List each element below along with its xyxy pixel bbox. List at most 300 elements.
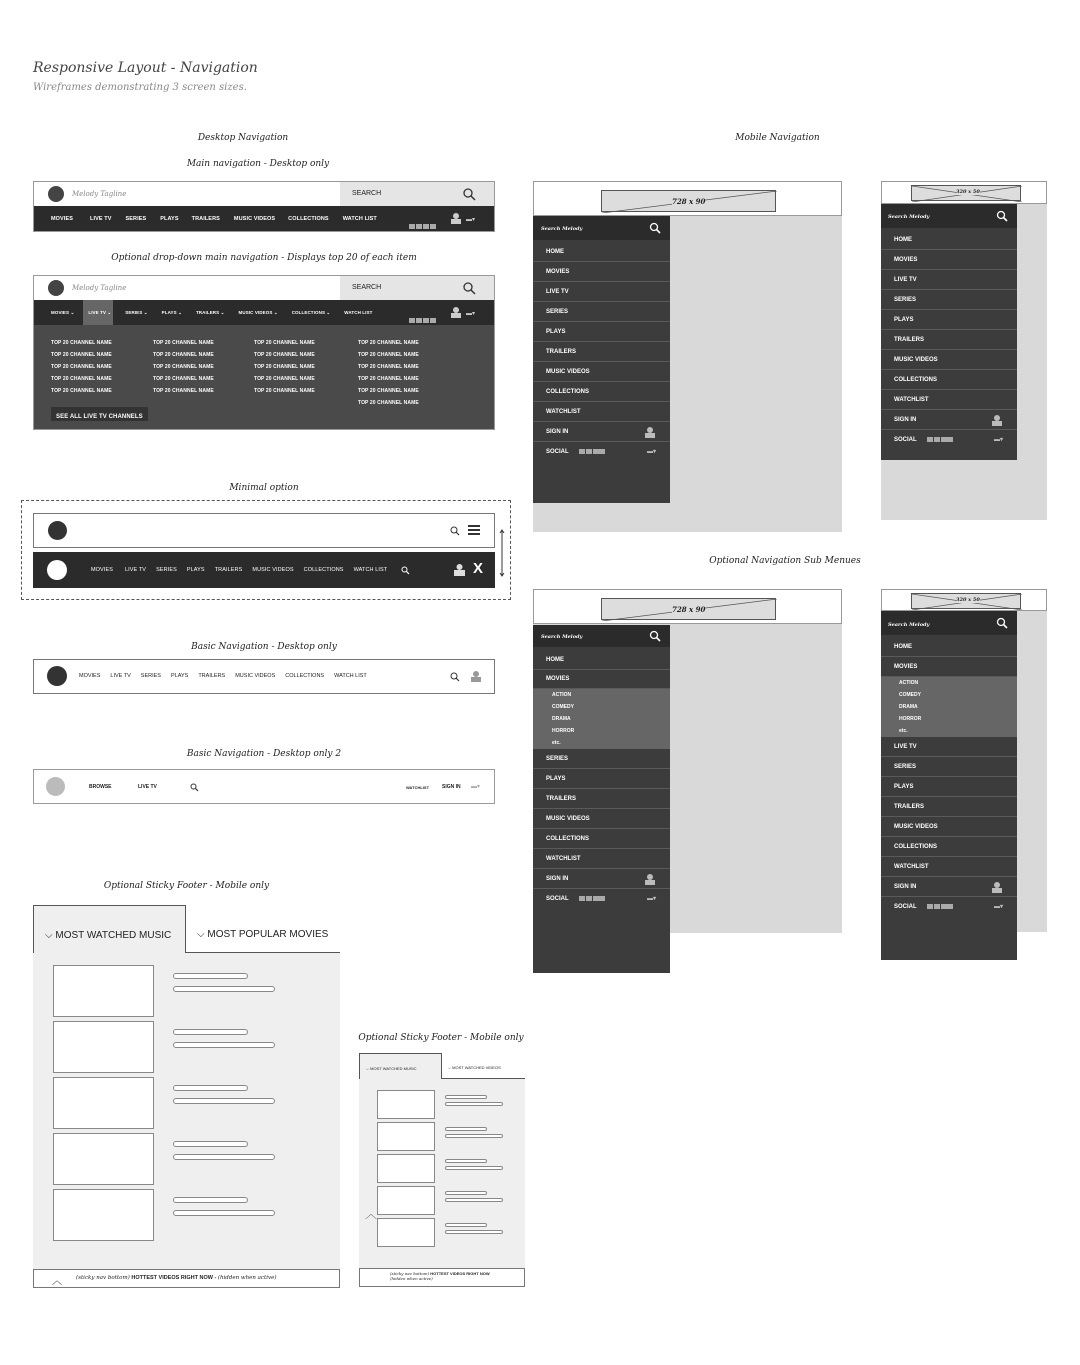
chevron-down-icon: ⌄	[325, 310, 331, 315]
mobile-menu-item[interactable]	[533, 422, 670, 442]
channel-link[interactable]: TOP 20 CHANNEL NAME	[254, 340, 315, 346]
basic2-navigation	[33, 769, 495, 804]
menu-item-label: PLAYS	[546, 329, 566, 335]
flag-icon[interactable]: ▬▾	[466, 217, 476, 223]
thumbnail[interactable]	[377, 1154, 435, 1183]
menu-item-label: SIGN IN	[546, 876, 569, 882]
submenu-genres	[881, 677, 1017, 737]
tab2-label: MOST POPULAR MOVIES	[207, 929, 329, 940]
mobile-menu-item[interactable]	[533, 362, 670, 382]
channel-link[interactable]: TOP 20 CHANNEL NAME	[153, 376, 214, 382]
small-tab-videos[interactable]	[442, 1053, 525, 1079]
mobile-menu-item[interactable]	[881, 837, 1017, 857]
menu-item-label: MOVIES	[894, 257, 918, 263]
tab1-label: MOST WATCHED MUSIC	[55, 930, 172, 941]
search-label: SEARCH	[352, 190, 382, 197]
mobile-menu-item[interactable]	[533, 302, 670, 322]
menu-item-label: TRAILERS	[546, 796, 576, 802]
mobile-menu-item[interactable]	[533, 789, 670, 809]
channel-link[interactable]: TOP 20 CHANNEL NAME	[358, 376, 419, 382]
livetv-link[interactable]: LIVE TV	[138, 784, 157, 790]
mobile-menu	[881, 611, 1017, 960]
mobile-menu-item[interactable]	[881, 410, 1017, 430]
chevron-down-icon: ⌵	[366, 1066, 371, 1071]
tab-most-watched-music[interactable]	[33, 905, 186, 953]
channel-link[interactable]: TOP 20 CHANNEL NAME	[51, 388, 112, 394]
mobile-menu-item[interactable]	[533, 402, 670, 422]
mobile-menu-item[interactable]	[881, 370, 1017, 390]
flag-icon[interactable]: ▬▾	[646, 896, 656, 902]
ad-banner	[533, 589, 842, 624]
thumbnail[interactable]	[377, 1218, 435, 1247]
see-all-button[interactable]	[51, 407, 148, 421]
dropdown-nav-item[interactable]	[162, 310, 182, 316]
menu-item-label: LIVE TV	[894, 744, 917, 750]
search-icon[interactable]	[996, 617, 1008, 629]
basic-nav-item[interactable]: LIVE TV	[110, 673, 131, 679]
text-placeholder	[445, 1191, 487, 1195]
channel-link[interactable]: TOP 20 CHANNEL NAME	[51, 364, 112, 370]
mobile-search-placeholder: Search Melody	[541, 634, 583, 640]
menu-item-label: PLAYS	[894, 784, 914, 790]
mobile-menu-item[interactable]	[533, 889, 670, 909]
mobile-menu	[533, 216, 670, 503]
basic-nav-item[interactable]: COLLECTIONS	[285, 673, 325, 679]
mobile-menu-item[interactable]	[881, 817, 1017, 837]
small-sticky-note: (sticky nav bottom)	[390, 1271, 430, 1276]
nav-item[interactable]: PLAYS	[160, 216, 179, 222]
search-icon[interactable]	[649, 630, 661, 642]
nav-item[interactable]: WATCH LIST	[342, 216, 377, 222]
thumbnail[interactable]	[53, 1189, 154, 1241]
menu-item-label: SIGN IN	[894, 417, 917, 423]
page-subtitle: Wireframes demonstrating 3 screen sizes.	[33, 82, 247, 93]
flag-icon[interactable]: ▬▾	[993, 437, 1003, 443]
hamburger-icon[interactable]	[468, 524, 480, 536]
ad-size-label: 728 x 90	[672, 605, 706, 614]
text-placeholder	[445, 1095, 487, 1099]
logo-icon	[46, 777, 65, 796]
thumbnail[interactable]	[53, 1077, 154, 1129]
mobile-menu-item[interactable]	[881, 270, 1017, 290]
menu-item-label: SERIES	[894, 297, 917, 303]
mobile-menu-item[interactable]	[533, 242, 670, 262]
menu-item-label: WATCHLIST	[894, 397, 929, 403]
menu-item-label: SERIES	[546, 756, 569, 762]
minimal-nav-item[interactable]: MOVIES	[91, 567, 113, 573]
mobile-menu	[533, 625, 670, 973]
ad-size-label: 320 x 50	[956, 189, 980, 195]
search-label: SEARCH	[352, 284, 382, 291]
mobile-menu-item[interactable]	[533, 849, 670, 869]
search-bar[interactable]	[340, 276, 494, 300]
text-placeholder	[445, 1134, 503, 1138]
small-sticky-text: HOTTEST VIDEOS RIGHT NOW	[430, 1271, 490, 1276]
main-navigation	[33, 181, 495, 232]
menu-item-label: MOVIES	[894, 664, 918, 670]
text-placeholder	[173, 1042, 275, 1048]
logo-icon	[48, 521, 67, 540]
browse-link[interactable]: BROWSE	[89, 784, 112, 790]
chevron-down-icon: ⌵	[197, 929, 208, 940]
mobile-menu-item[interactable]	[533, 809, 670, 829]
tab-most-popular-movies[interactable]	[186, 905, 340, 953]
nav-item[interactable]: MUSIC VIDEOS	[233, 216, 276, 222]
mobile-menu-item[interactable]	[881, 350, 1017, 370]
dropdown-nav-item[interactable]	[196, 310, 225, 316]
chevron-down-icon: ⌄	[69, 310, 75, 315]
chevron-up-icon[interactable]: ︿	[365, 1207, 378, 1221]
dropdown-nav-item[interactable]	[88, 310, 111, 316]
nav-item[interactable]: LIVE TV	[90, 216, 112, 222]
user-icon[interactable]	[453, 563, 466, 576]
ad-size-label: 320 x 50	[956, 597, 980, 603]
search-icon[interactable]	[649, 222, 661, 234]
channel-link[interactable]: TOP 20 CHANNEL NAME	[254, 388, 315, 394]
ad-placeholder	[601, 598, 776, 620]
sticky-footer-small	[359, 1053, 525, 1287]
menu-item-label: LIVE TV	[894, 277, 917, 283]
channel-link[interactable]: TOP 20 CHANNEL NAME	[358, 364, 419, 370]
mobile-menu-item[interactable]	[881, 657, 1017, 677]
ad-placeholder	[911, 185, 1021, 201]
logo-icon	[47, 560, 67, 580]
mobile-menu-item[interactable]	[881, 290, 1017, 310]
menu-item-label: WATCHLIST	[546, 409, 581, 415]
dropdown-nav-label: WATCH LIST	[344, 310, 373, 315]
signin-link[interactable]: SIGN IN	[442, 784, 461, 790]
channel-link[interactable]: TOP 20 CHANNEL NAME	[254, 352, 315, 358]
mobile-menu-item[interactable]	[533, 442, 670, 462]
channel-link[interactable]: TOP 20 CHANNEL NAME	[358, 352, 419, 358]
thumbnail[interactable]	[377, 1122, 435, 1151]
dropdown-nav-item[interactable]	[344, 310, 372, 316]
channel-link[interactable]: TOP 20 CHANNEL NAME	[51, 352, 112, 358]
ad-placeholder	[911, 593, 1021, 609]
mobile-search-placeholder: Search Melody	[541, 226, 583, 232]
flag-icon[interactable]: ▬▾	[466, 311, 476, 317]
chevron-down-icon: ⌄	[142, 310, 148, 315]
logo-icon	[48, 186, 64, 202]
mobile-menu-item[interactable]	[881, 637, 1017, 657]
see-all-label: SEE ALL LIVE TV CHANNELS	[56, 414, 143, 420]
text-placeholder	[445, 1159, 487, 1163]
dropdown-nav-label: MOVIES	[51, 310, 70, 315]
basic-nav-item[interactable]: SERIES	[140, 673, 161, 679]
menu-item-label: COLLECTIONS	[546, 389, 589, 395]
text-placeholder	[173, 1210, 275, 1216]
ad-placeholder	[601, 190, 776, 212]
text-placeholder	[445, 1102, 503, 1106]
submenu-item[interactable]: ACTION	[899, 680, 919, 686]
logo-icon	[47, 666, 67, 686]
chevron-down-icon: ⌵	[45, 930, 56, 941]
social-squares[interactable]	[927, 904, 954, 909]
tagline: Melody Tagline	[72, 284, 127, 292]
menu-item-label: COLLECTIONS	[894, 377, 937, 383]
small-tab2-label: MOST WATCHED VIDEOS	[452, 1065, 501, 1070]
basic-caption: Basic Navigation - Desktop only	[191, 642, 337, 652]
basic-nav-item[interactable]: MOVIES	[79, 673, 101, 679]
thumbnail[interactable]	[53, 1021, 154, 1073]
mobile-menu-item[interactable]	[881, 330, 1017, 350]
watchlist-link[interactable]: WATCHLIST	[406, 785, 430, 790]
menu-item-label: SIGN IN	[894, 884, 917, 890]
mobile-menu-item[interactable]	[881, 757, 1017, 777]
mobile-menu-item[interactable]	[533, 749, 670, 769]
mobile-search[interactable]	[533, 216, 670, 240]
nav-item[interactable]: COLLECTIONS	[288, 216, 329, 222]
desktop-heading: Desktop Navigation	[197, 133, 289, 143]
menu-item-label: TRAILERS	[894, 804, 924, 810]
minimal-caption: Minimal option	[229, 483, 299, 493]
logo-icon	[48, 280, 64, 296]
search-icon[interactable]	[462, 281, 476, 295]
submenu-item[interactable]: COMEDY	[899, 692, 921, 698]
ad-size-label: 728 x 90	[672, 197, 706, 206]
channel-link[interactable]: TOP 20 CHANNEL NAME	[358, 388, 419, 394]
mobile-search-placeholder: Search Melody	[888, 214, 930, 220]
mobile-menu	[881, 204, 1017, 460]
mobile-menu-item[interactable]	[533, 651, 670, 670]
mobile-menu-item[interactable]	[533, 869, 670, 889]
menu-item-label: MUSIC VIDEOS	[894, 824, 938, 830]
mobile-menu-item[interactable]	[881, 390, 1017, 410]
channel-link[interactable]: TOP 20 CHANNEL NAME	[51, 340, 112, 346]
social-squares[interactable]	[579, 449, 606, 454]
mobile-menu-item[interactable]	[533, 769, 670, 789]
mobile-menu-item[interactable]	[533, 342, 670, 362]
sub-menu-caption: Optional Navigation Sub Menues	[709, 556, 861, 566]
nav-item[interactable]: SERIES	[125, 216, 147, 222]
mobile-search-placeholder: Search Melody	[888, 622, 930, 628]
dropdown-nav-label: COLLECTIONS	[291, 310, 326, 315]
minimal-nav-item[interactable]: COLLECTIONS	[303, 567, 344, 573]
user-icon[interactable]	[450, 212, 462, 224]
tagline: Melody Tagline	[72, 190, 127, 198]
submenu-item[interactable]: etc.	[899, 728, 908, 734]
mobile-search[interactable]	[881, 611, 1017, 635]
mobile-menu-item[interactable]	[533, 282, 670, 302]
mobile-menu-item[interactable]	[881, 250, 1017, 270]
flag-icon[interactable]: ▬▾	[646, 449, 656, 455]
mobile-menu-item[interactable]	[533, 829, 670, 849]
mobile-search[interactable]	[533, 625, 670, 647]
channel-link[interactable]: TOP 20 CHANNEL NAME	[358, 400, 419, 406]
mobile-menu-item[interactable]	[881, 777, 1017, 797]
close-icon[interactable]: X	[473, 560, 484, 577]
small-sticky-bar[interactable]	[359, 1268, 525, 1287]
text-placeholder	[445, 1166, 503, 1170]
menu-item-label: TRAILERS	[546, 349, 576, 355]
menu-item-label: HOME	[894, 237, 912, 243]
mobile-menu-item[interactable]	[533, 670, 670, 689]
text-placeholder	[173, 986, 275, 992]
channel-link[interactable]: TOP 20 CHANNEL NAME	[51, 376, 112, 382]
chevron-up-icon[interactable]: ︿	[52, 1276, 62, 1287]
minimal-nav-item[interactable]: PLAYS	[186, 567, 205, 573]
channel-link[interactable]: TOP 20 CHANNEL NAME	[153, 340, 214, 346]
menu-item-label: HOME	[546, 249, 564, 255]
menu-item-label: LIVE TV	[546, 289, 569, 295]
flag-icon[interactable]: ▬▾	[993, 904, 1003, 910]
submenu-item[interactable]: ACTION	[552, 692, 572, 698]
mobile-menu-item[interactable]	[881, 430, 1017, 450]
menu-item-label: SOCIAL	[546, 896, 569, 902]
search-icon[interactable]	[462, 187, 476, 201]
basic-nav-item[interactable]: PLAYS	[170, 673, 189, 679]
mobile-menu-item[interactable]	[881, 230, 1017, 250]
mobile-sub-frame-small	[881, 589, 1047, 932]
minimal-nav-item[interactable]: LIVE TV	[125, 567, 147, 573]
page-title: Responsive Layout - Navigation	[33, 60, 258, 76]
menu-item-label: HOME	[894, 644, 912, 650]
channel-link[interactable]: TOP 20 CHANNEL NAME	[254, 376, 315, 382]
menu-item-label: SERIES	[546, 309, 569, 315]
dropdown-nav-label: MUSIC VIDEOS	[238, 310, 273, 315]
small-sticky-hidden: (hidden when active)	[390, 1276, 433, 1281]
mobile-menu-item[interactable]	[881, 857, 1017, 877]
mobile-menu-item[interactable]	[533, 262, 670, 282]
mobile-search[interactable]	[881, 204, 1017, 228]
text-placeholder	[173, 1197, 248, 1203]
ad-banner	[881, 589, 1047, 611]
text-placeholder	[173, 1098, 275, 1104]
text-placeholder	[445, 1223, 487, 1227]
channel-link[interactable]: TOP 20 CHANNEL NAME	[153, 364, 214, 370]
menu-item-label: COLLECTIONS	[546, 836, 589, 842]
mobile-menu-item[interactable]	[881, 877, 1017, 897]
menu-item-label: COLLECTIONS	[894, 844, 937, 850]
text-placeholder	[173, 1141, 248, 1147]
menu-item-label: MOVIES	[546, 676, 570, 682]
channel-link[interactable]: TOP 20 CHANNEL NAME	[153, 352, 214, 358]
menu-item-label: WATCHLIST	[894, 864, 929, 870]
sticky-text: HOTTEST VIDEOS RIGHT NOW -	[131, 1275, 217, 1281]
text-placeholder	[173, 1029, 248, 1035]
minimal-nav-item[interactable]: MUSIC VIDEOS	[252, 567, 294, 573]
basic-nav-item[interactable]: TRAILERS	[198, 673, 226, 679]
mobile-frame-large	[533, 181, 842, 532]
menu-item-label: PLAYS	[546, 776, 566, 782]
submenu-item[interactable]: COMEDY	[552, 704, 574, 710]
menu-item-label: SERIES	[894, 764, 917, 770]
channel-link[interactable]: TOP 20 CHANNEL NAME	[358, 340, 419, 346]
sticky-bar[interactable]	[33, 1269, 340, 1288]
menu-item-label: HOME	[546, 657, 564, 663]
social-squares[interactable]	[927, 437, 954, 442]
basic-navigation	[33, 659, 495, 694]
submenu-genres	[533, 689, 670, 749]
dropdown-navigation	[33, 275, 495, 430]
dropdown-nav-label: PLAYS	[161, 310, 177, 315]
search-icon[interactable]	[450, 672, 460, 682]
mobile-menu-item[interactable]	[881, 797, 1017, 817]
basic-nav-item[interactable]: MUSIC VIDEOS	[235, 673, 276, 679]
menu-item-label: PLAYS	[894, 317, 914, 323]
mobile-heading: Mobile Navigation	[735, 133, 820, 143]
search-icon[interactable]	[450, 526, 460, 536]
mobile-frame-small	[881, 181, 1047, 520]
dropdown-nav-label: LIVE TV	[88, 310, 107, 315]
dropdown-nav-item[interactable]	[292, 310, 331, 316]
sticky-note: (sticky nav bottom)	[76, 1275, 130, 1281]
chevron-down-icon: ⌄	[272, 310, 278, 315]
submenu-item[interactable]: HORROR	[899, 716, 922, 722]
mobile-menu-item[interactable]	[881, 310, 1017, 330]
text-placeholder	[445, 1198, 503, 1202]
nav-item[interactable]: MOVIES	[51, 216, 73, 222]
submenu-item[interactable]: DRAMA	[552, 716, 571, 722]
text-placeholder	[173, 973, 248, 979]
chevron-down-icon: ⌄	[106, 310, 112, 315]
thumbnail[interactable]	[377, 1186, 435, 1215]
footer-caption: Optional Sticky Footer - Mobile only	[103, 881, 270, 891]
mobile-menu-item[interactable]	[533, 322, 670, 342]
channel-link[interactable]: TOP 20 CHANNEL NAME	[153, 388, 214, 394]
search-bar[interactable]	[340, 182, 494, 206]
thumbnail[interactable]	[53, 965, 154, 1017]
dropdown-nav-item[interactable]	[125, 310, 147, 316]
minimal-nav-item[interactable]: SERIES	[156, 567, 177, 573]
thumbnail[interactable]	[377, 1090, 435, 1119]
small-footer-caption: Optional Sticky Footer - Mobile only	[358, 1033, 524, 1043]
submenu-item[interactable]: HORROR	[552, 728, 575, 734]
search-icon[interactable]	[401, 566, 410, 575]
sticky-hidden: (hidden when active)	[217, 1275, 277, 1281]
dropdown-nav-label: SERIES	[125, 310, 143, 315]
thumbnail[interactable]	[53, 1133, 154, 1185]
chevron-down-icon: ⌄	[219, 310, 225, 315]
minimal-nav-item[interactable]: TRAILERS	[214, 567, 243, 573]
social-squares[interactable]	[579, 896, 606, 901]
mobile-menu-item[interactable]	[881, 737, 1017, 757]
basic-nav-item[interactable]: WATCH LIST	[334, 673, 367, 679]
ad-banner	[881, 181, 1047, 204]
sticky-footer-large	[33, 905, 340, 1288]
minimal-nav-item[interactable]: WATCH LIST	[353, 567, 388, 573]
menu-item-label: MOVIES	[546, 269, 570, 275]
dropdown-nav-item[interactable]	[51, 310, 74, 316]
user-icon[interactable]	[470, 670, 482, 682]
submenu-item[interactable]: etc.	[552, 740, 561, 746]
user-icon[interactable]	[450, 306, 462, 318]
search-icon[interactable]	[996, 210, 1008, 222]
menu-item-label: WATCHLIST	[546, 856, 581, 862]
submenu-item[interactable]: DRAMA	[899, 704, 918, 710]
menu-item-label: MUSIC VIDEOS	[546, 816, 590, 822]
height-arrow-icon	[499, 528, 505, 578]
dropdown-caption: Optional drop-down main navigation - Displays top 20 of each item	[111, 253, 417, 263]
menu-item-label: SOCIAL	[894, 904, 917, 910]
menu-item-label: SIGN IN	[546, 429, 569, 435]
dropdown-nav-item[interactable]	[239, 310, 278, 316]
flag-icon[interactable]: ▬▾	[471, 784, 481, 790]
minimal-expanded	[33, 552, 495, 588]
search-icon[interactable]	[190, 783, 199, 792]
main-nav-caption: Main navigation - Desktop only	[186, 159, 330, 169]
mobile-menu-item[interactable]	[533, 382, 670, 402]
menu-item-label: SOCIAL	[546, 449, 569, 455]
mobile-sub-frame-large	[533, 589, 842, 933]
small-tab-music[interactable]	[359, 1053, 442, 1079]
text-placeholder	[445, 1127, 487, 1131]
channel-link[interactable]: TOP 20 CHANNEL NAME	[254, 364, 315, 370]
nav-item[interactable]: TRAILERS	[191, 216, 220, 222]
mobile-menu-item[interactable]	[881, 897, 1017, 917]
minimal-collapsed	[33, 513, 495, 548]
chevron-down-icon: ⌄	[176, 310, 182, 315]
